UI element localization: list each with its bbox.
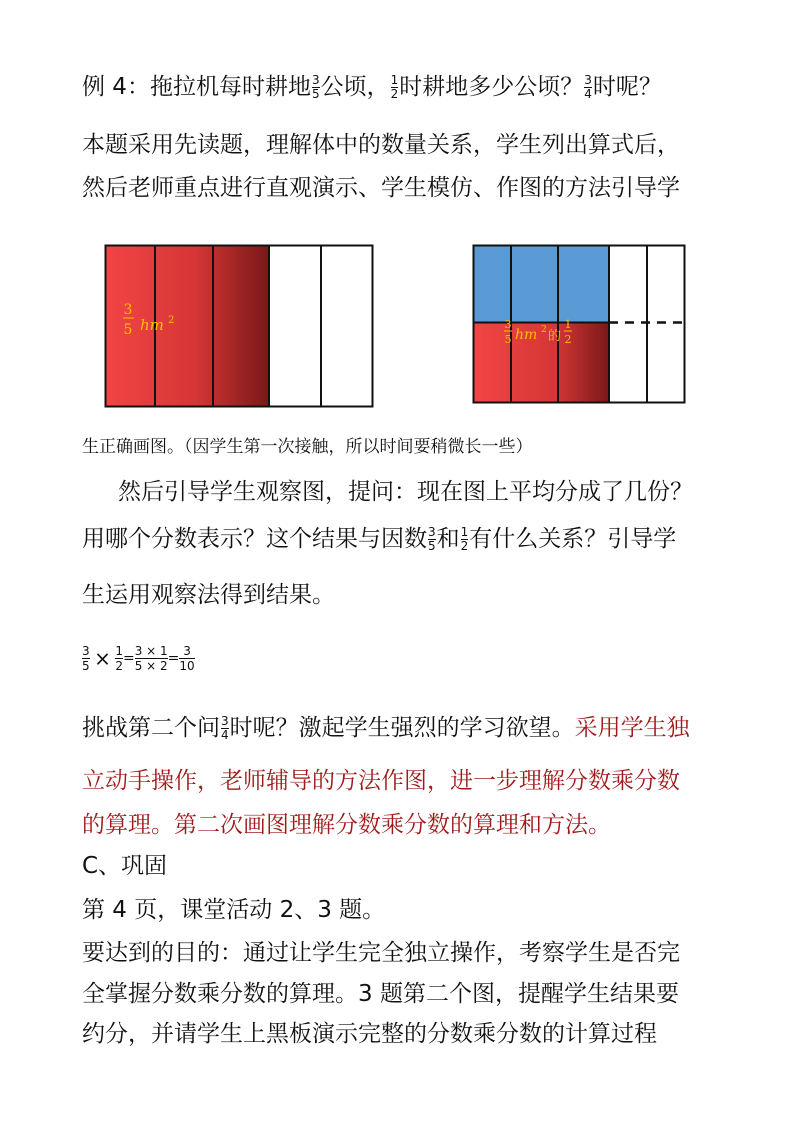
intro-line-1: 本题采用先读题，理解体中的数量关系，学生列出算式后， [82,132,680,158]
goal-line-3: 约分，并请学生上黑板演示完整的分数乘分数的计算过程 [82,1021,657,1047]
para-text: 有什么关系？引导学 [469,526,677,552]
svg-text:5: 5 [123,322,133,338]
example-text: 公顷， [320,74,390,100]
challenge-line-1 [82,713,690,743]
page-reference: 第 4 页，课堂活动 2、3 题。 [82,897,386,923]
para2-line-1: 然后引导学生观察图，提问：现在图上平均分成了几份？ [118,479,693,505]
example-text: 例 4：拖拉机每时耕地 [82,74,311,100]
equation [82,644,195,673]
example-text: 时呢？ [592,74,662,100]
blue-region [474,246,610,323]
para2-line-2 [82,524,676,554]
svg-text:3: 3 [123,302,133,318]
eq-fraction-c: $\frac{3 \times 1}{5 \times 2}$ [134,644,168,673]
goal-line-1: 要达到的目的：通过让学生完全独立操作，考察学生是否完 [82,940,680,966]
section-heading: C、巩固 [82,853,168,879]
svg-text:hm: hm [140,316,164,334]
svg-text:2: 2 [564,333,572,346]
para-text: 用哪个分数表示？这个结果与因数 [82,526,427,552]
eq-fraction-a: $\frac{3}{5}$ [82,644,90,673]
example-text: 时耕地多少公顷？ [399,74,584,100]
svg-text:1: 1 [564,318,572,331]
challenge-line-3: 的算理。第二次画图理解分数乘分数的算理和方法。 [82,812,611,838]
para2-line-3: 生运用观察法得到结果。 [82,582,335,608]
fraction-three-fifths: $\frac{3}{5}$ [428,525,436,553]
fraction-three-fifths: $\frac{3}{5}$ [311,73,320,101]
goal-line-2: 全掌握分数乘分数的算理。3 题第二个图，提醒学生结果要 [82,981,679,1007]
svg-text:3: 3 [504,318,512,331]
svg-text:hm: hm [515,327,538,343]
equals-sign: = [167,650,180,667]
fraction-one-half: $\frac{1}{2}$ [460,525,469,553]
svg-text:5: 5 [504,333,512,346]
figure-left [104,244,376,410]
highlight-text: 采用学生独 [574,715,690,741]
fraction-three-fourths: $\frac{3}{4}$ [221,714,229,742]
svg-text:2: 2 [168,315,175,326]
figure-caption: 生正确画图。（因学生第一次接触，所以时间要稍微长一些） [82,437,533,457]
eq-fraction-b: $\frac{1}{2}$ [115,644,123,673]
intro-line-2: 然后老师重点进行直观演示、学生模仿、作图的方法引导学 [82,175,680,201]
para-text: 挑战第二个问 [82,715,220,741]
fraction-one-half: $\frac{1}{2}$ [390,73,399,101]
example-line [82,72,662,102]
figure-right [472,244,688,406]
equals-sign: = [122,650,135,667]
eq-fraction-d: $\frac{3}{10}$ [179,644,195,673]
para-text: 和 [436,526,460,552]
times-sign: × [94,646,111,671]
svg-text:2: 2 [541,325,547,335]
fraction-three-fourths: $\frac{3}{4}$ [584,73,592,101]
para-text: 时呢？激起学生强烈的学习欲望。 [229,715,575,741]
challenge-line-2: 立动手操作，老师辅导的方法作图，进一步理解分数乘分数 [82,768,680,794]
svg-text:的: 的 [548,329,562,344]
